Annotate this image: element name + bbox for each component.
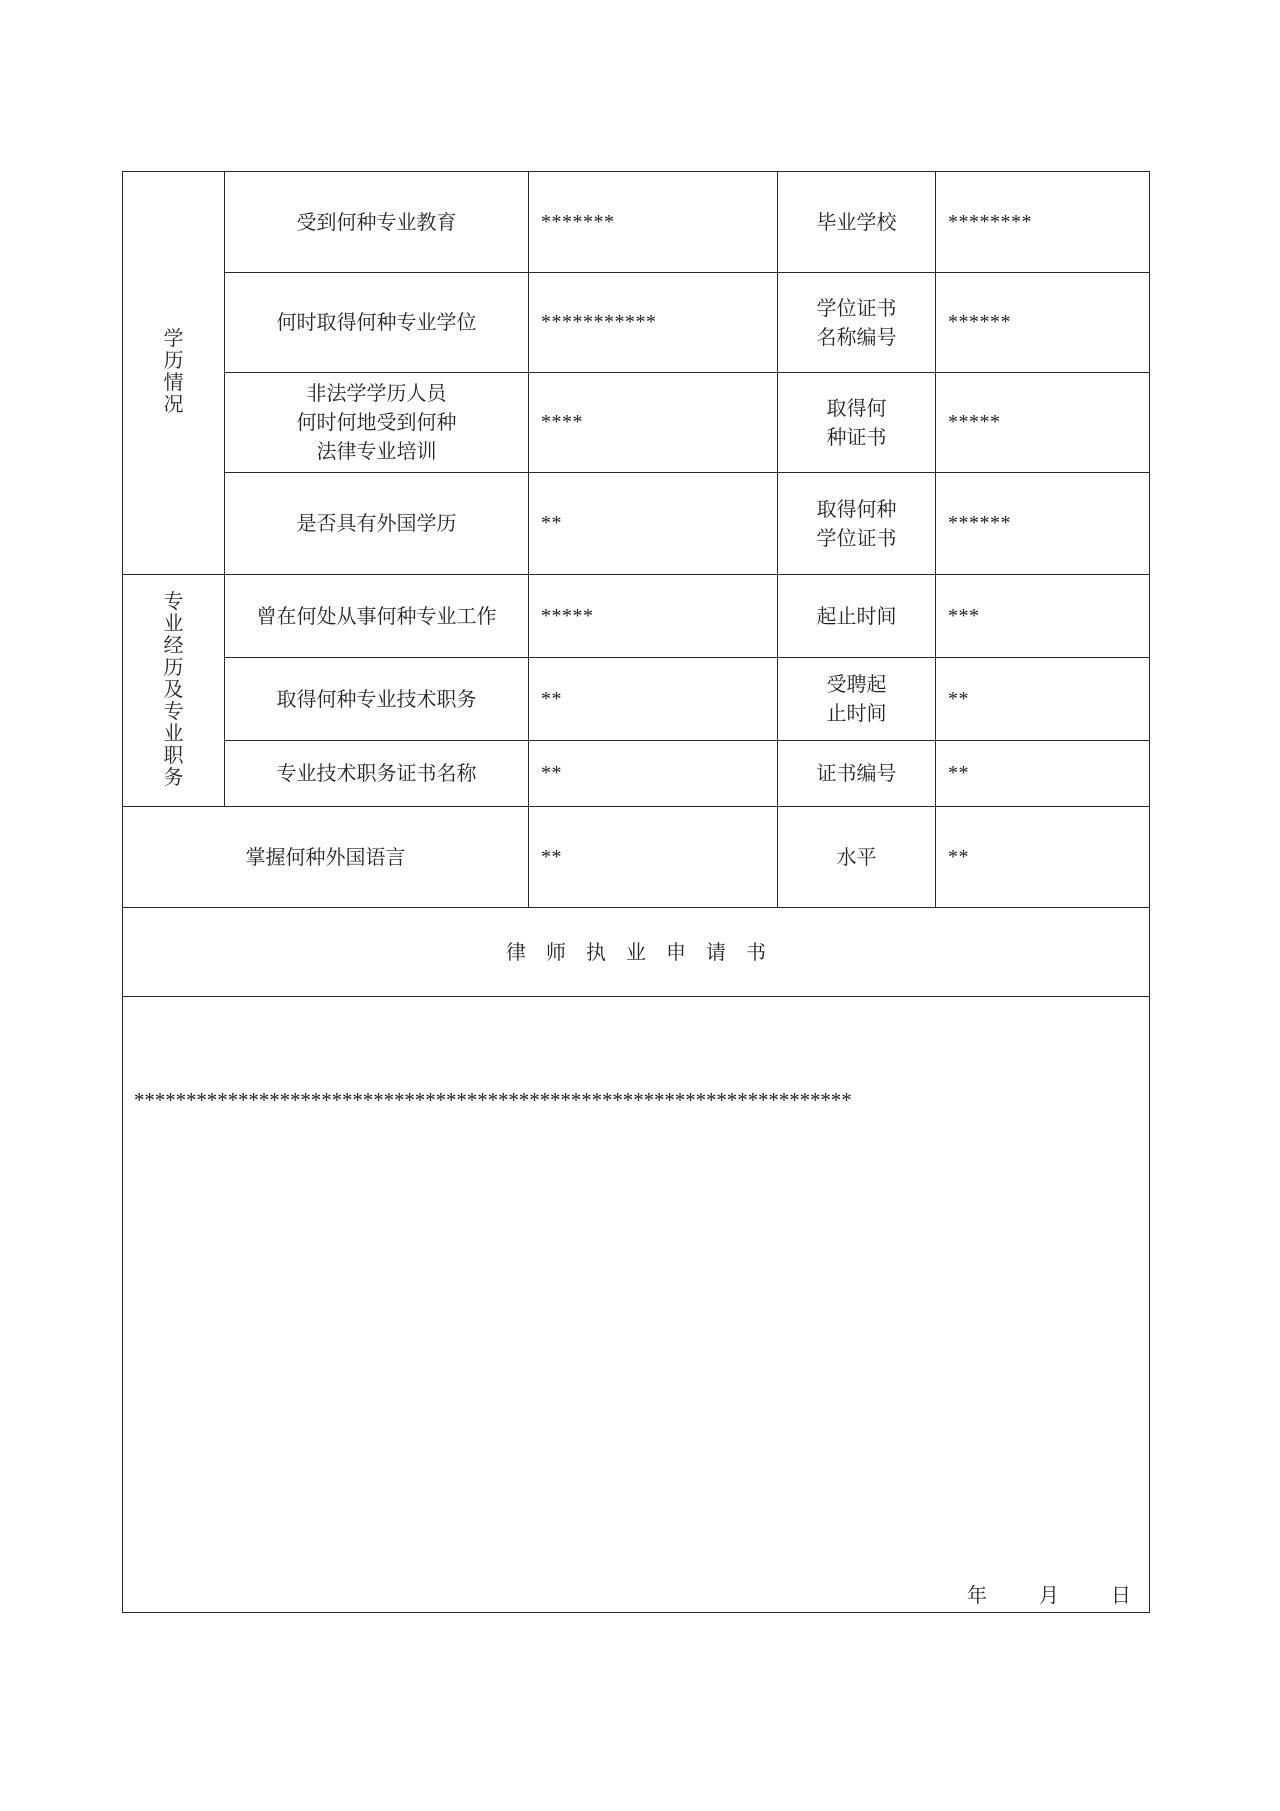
language-row — [123, 807, 1150, 908]
education-row — [123, 373, 1150, 473]
level-value[interactable]: ** — [936, 807, 1150, 908]
education-row — [123, 273, 1150, 373]
application-body-row — [123, 997, 1150, 1613]
field-label: 受聘起 止时间 — [778, 658, 936, 741]
field-label: 学位证书 名称编号 — [778, 273, 936, 373]
degree-value[interactable]: *********** — [529, 273, 778, 373]
field-label: 专业技术职务证书名称 — [225, 741, 529, 807]
field-label: 曾在何处从事何种专业工作 — [225, 575, 529, 658]
field-label: 取得何种 学位证书 — [778, 473, 936, 575]
signature-date — [967, 1581, 1131, 1610]
foreign-education-value[interactable]: ** — [529, 473, 778, 575]
education-section-label: 学历情况 — [123, 172, 225, 575]
level-label: 水平 — [778, 807, 936, 908]
education-row — [123, 172, 1150, 273]
language-label: 掌握何种外国语言 — [123, 807, 529, 908]
certificate-number-value[interactable]: ** — [936, 741, 1150, 807]
profession-row — [123, 658, 1150, 741]
application-body[interactable] — [123, 997, 1150, 1613]
profession-section-label: 专业经历及专业职务 — [123, 575, 225, 807]
language-value[interactable]: ** — [529, 807, 778, 908]
employment-period-value[interactable]: ** — [936, 658, 1150, 741]
month-label: 月 — [1039, 1583, 1059, 1607]
field-label: 受到何种专业教育 — [225, 172, 529, 273]
field-label: 取得何 种证书 — [778, 373, 936, 473]
field-label: 毕业学校 — [778, 172, 936, 273]
year-label: 年 — [967, 1583, 987, 1607]
degree-certificate-number-value[interactable]: ****** — [936, 273, 1150, 373]
profession-row — [123, 575, 1150, 658]
graduated-school-value[interactable]: ******** — [936, 172, 1150, 273]
field-label: 取得何种专业技术职务 — [225, 658, 529, 741]
title-certificate-name-value[interactable]: ** — [529, 741, 778, 807]
previous-work-value[interactable]: ***** — [529, 575, 778, 658]
technical-title-value[interactable]: ** — [529, 658, 778, 741]
profession-row — [123, 741, 1150, 807]
education-row — [123, 473, 1150, 575]
professional-education-value[interactable]: ******* — [529, 172, 778, 273]
work-period-value[interactable]: *** — [936, 575, 1150, 658]
field-label: 何时取得何种专业学位 — [225, 273, 529, 373]
legal-training-value[interactable]: **** — [529, 373, 778, 473]
field-label: 是否具有外国学历 — [225, 473, 529, 575]
application-title-row — [123, 908, 1150, 997]
certificate-obtained-value[interactable]: ***** — [936, 373, 1150, 473]
application-body-text: ********************************************************************* — [134, 1088, 852, 1112]
foreign-degree-certificate-value[interactable]: ****** — [936, 473, 1150, 575]
field-label: 非法学学历人员 何时何地受到何种 法律专业培训 — [225, 373, 529, 473]
field-label: 起止时间 — [778, 575, 936, 658]
field-label: 证书编号 — [778, 741, 936, 807]
day-label: 日 — [1111, 1583, 1131, 1607]
lawyer-application-form — [122, 171, 1150, 1613]
application-title: 律 师 执 业 申 请 书 — [123, 908, 1150, 997]
